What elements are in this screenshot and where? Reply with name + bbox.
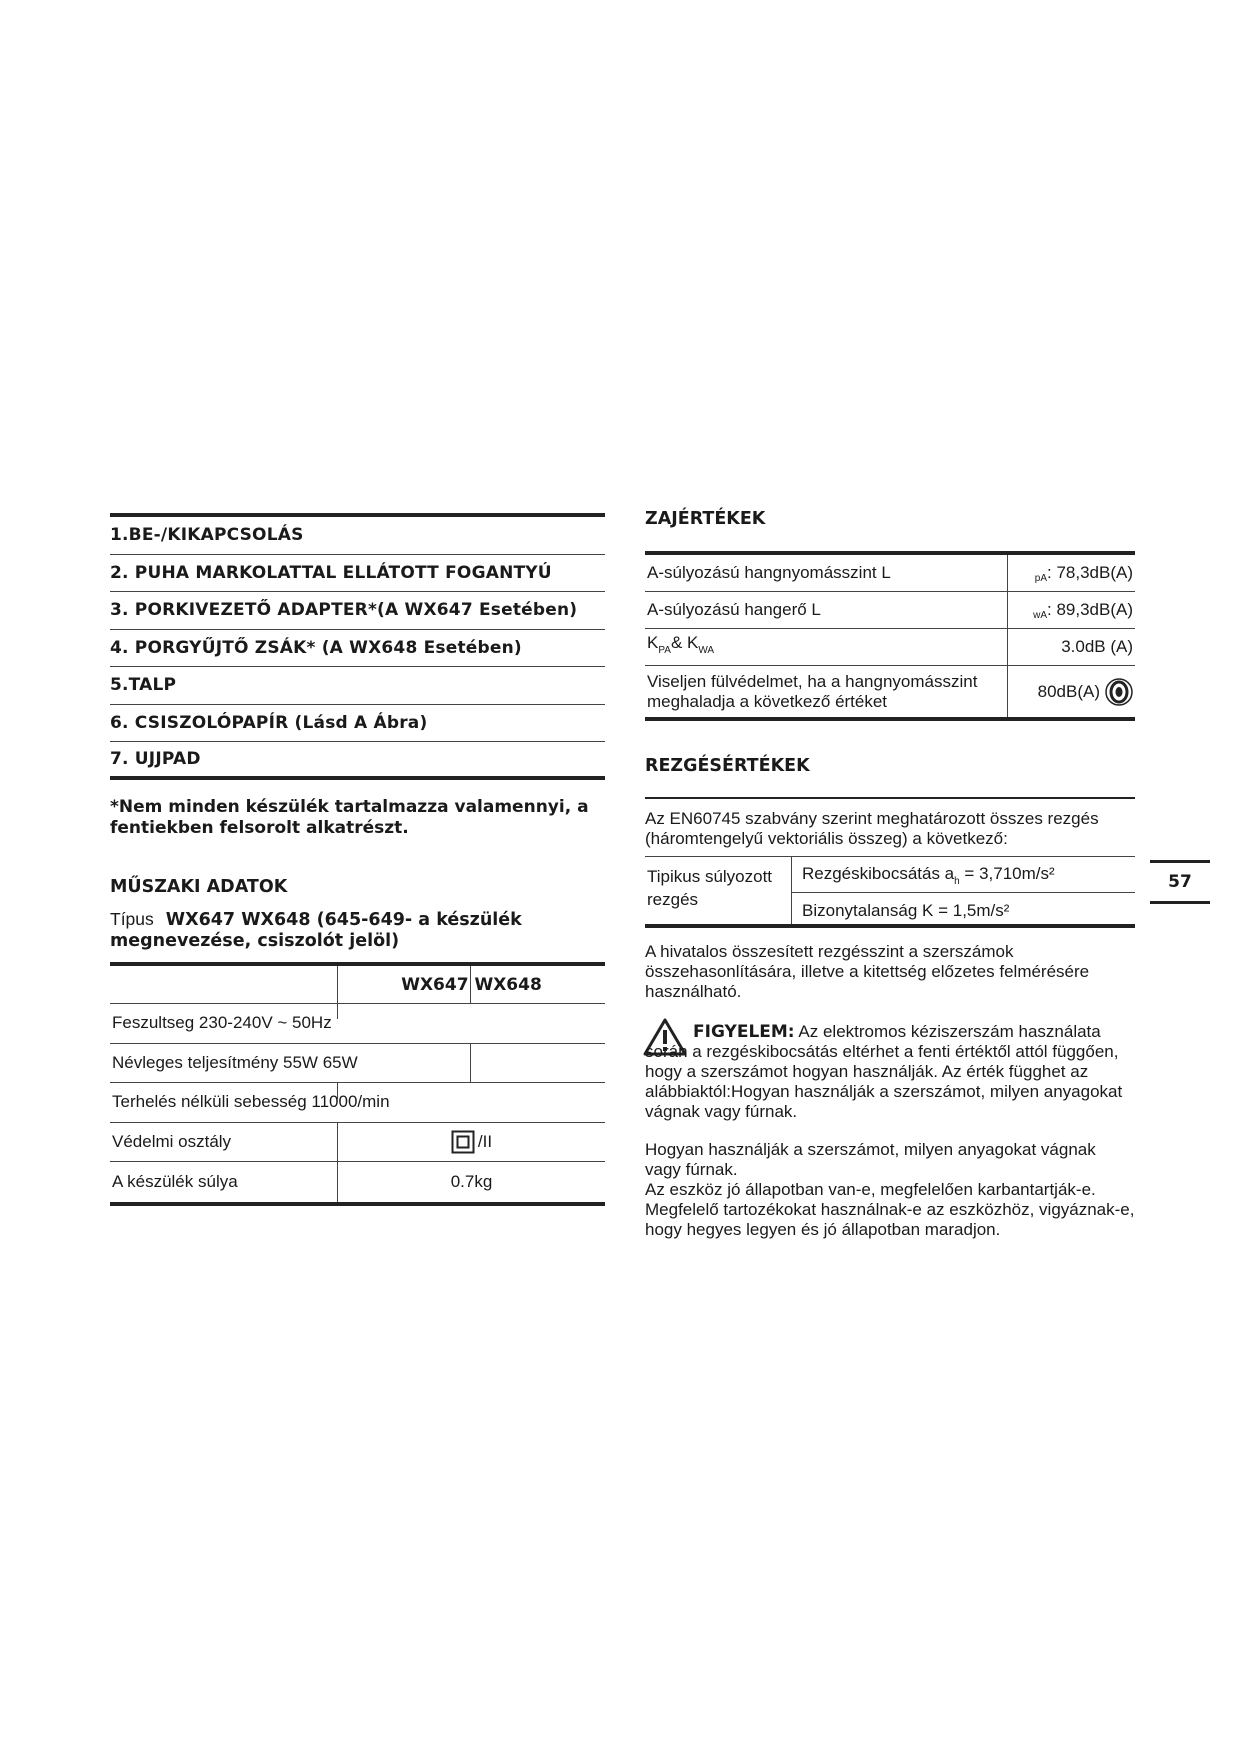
table-cell: Névleges teljesítmény 55W 65W — [112, 1052, 358, 1072]
vibration-table — [645, 856, 1135, 928]
tipus-value: WX647 WX648 (645-649- a készülék megnevezése, csiszolót jelöl) — [110, 910, 522, 951]
noise-table — [645, 551, 1135, 721]
vibration-uncertainty: Bizonytalanság K = 1,5m/s² — [802, 901, 1010, 920]
ear-protection-icon — [1105, 678, 1133, 706]
vibration-heading: REZGÉSÉRTÉKEK — [645, 756, 810, 776]
table-cell: Terhelés nélküli sebesség 11000/min — [112, 1092, 390, 1112]
table-cell: Feszultseg 230-240V ~ 50Hz — [112, 1013, 332, 1033]
tipus-line — [110, 909, 605, 952]
vibration-paragraph: A hivatalos összesített rezgésszint a szerszámok összehasonlítására, illetve a kitettség előzetes felmérésére használható. — [645, 942, 1090, 1001]
tech-data-heading: MŰSZAKI ADATOK — [110, 877, 288, 897]
list-item: 5.TALP — [110, 667, 605, 705]
tech-data-table — [110, 962, 605, 1206]
table-row: Viseljen fülvédelmet, ha a hangnyomásszint meghaladja a következő értéket 80dB(A) — [645, 666, 1135, 717]
accessories-paragraph: Megfelelő tartozékokat használnak-e az eszközhöz, vigyáznak-e, hogy hegyes legyen és jó állapotban maradjon. — [645, 1200, 1135, 1239]
vibration-intro: Az EN60745 szabvány szerint meghatározott összes rezgés (háromtengelyű vektoriális összeg) a következő: — [645, 797, 1135, 849]
table-row — [110, 1044, 605, 1084]
usage-paragraph: Hogyan használják a szerszámot, milyen anyagokat vágnak vagy fúrnak. — [645, 1140, 1096, 1179]
vibration-label: Tipikus súlyozott rezgés — [647, 867, 773, 909]
table-row — [110, 966, 605, 1004]
list-item: 2. PUHA MARKOLATTAL ELLÁTOTT FOGANTYÚ — [110, 555, 605, 593]
table-cell: Védelmi osztály — [112, 1131, 232, 1151]
list-item: 7. UJJPAD — [110, 742, 605, 780]
condition-paragraph: Az eszköz jó állapotban van-e, megfelelően karbantartják-e. — [645, 1180, 1096, 1199]
double-insulation-icon — [451, 1130, 475, 1154]
table-header-models: WX647 WX648 — [401, 974, 542, 995]
table-cell: A készülék súlya — [112, 1171, 238, 1191]
list-item: 3. PORKIVEZETŐ ADAPTER*(A WX647 Esetében) — [110, 592, 605, 630]
vibration-emission: Rezgéskibocsátás $a_h = 3,710m/s^2$ — [802, 864, 1055, 887]
table-row: A-súlyozású hangerő L wA : 89,3dB(A) — [645, 592, 1135, 629]
warning-label: FIGYELEM: — [693, 1022, 795, 1042]
list-item: 4. PORGYŰJTŐ ZSÁK* (A WX648 Esetében) — [110, 630, 605, 668]
warning-paragraph: FIGYELEM: Az elektromos kéziszerszám használata során a rezgéskibocsátás eltérhet a fenti értéktől attól függően, hogy a szerszámot hogyan használják. Az érték függhet az alábbiaktól:Hogyan használják a szerszámot, milyen anyagokat vágnak vagy fúrnak. — [645, 1022, 1123, 1121]
table-row — [110, 1162, 605, 1202]
table-row: A-súlyozású hangnyomásszint L pA : 78,3dB(A) — [645, 555, 1135, 592]
noise-heading: ZAJÉRTÉKEK — [645, 509, 766, 529]
tipus-label: Típus — [110, 909, 154, 929]
list-item: 1.BE-/KIKAPCSOLÁS — [110, 517, 605, 555]
list-item: 6. CSISZOLÓPAPÍR (Lásd A Ábra) — [110, 705, 605, 743]
table-row — [110, 1083, 605, 1123]
table-cell: 0.7kg — [450, 1171, 493, 1191]
parts-list — [110, 513, 605, 780]
table-row — [110, 1123, 605, 1163]
table-row — [110, 1004, 605, 1044]
table-row: $K_{PA}\&$ $K_{WA}$ 3.0dB (A) — [645, 629, 1135, 666]
parts-note: *Nem minden készülék tartalmazza valamennyi, a fentiekben felsorolt alkatrészt. — [110, 797, 589, 838]
page-number: 57 — [1150, 860, 1210, 904]
table-cell: /II — [338, 1130, 605, 1154]
